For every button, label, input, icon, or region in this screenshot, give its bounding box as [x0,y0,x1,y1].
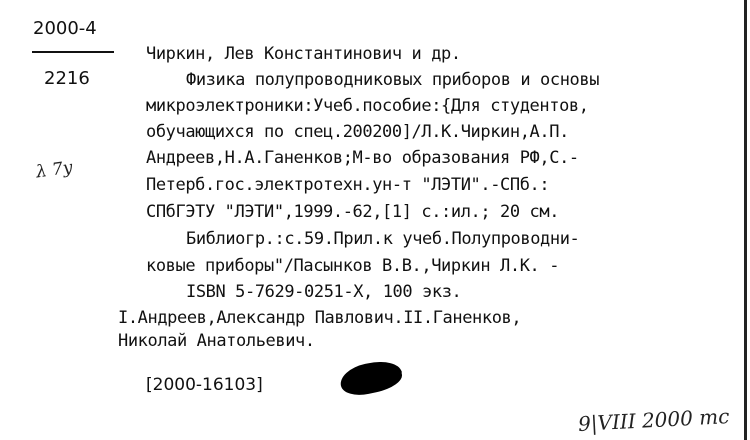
card-edge [744,0,747,440]
card-line: СПбГЭТУ "ЛЭТИ",1999.-62,[1] с.:ил.; 20 см. [146,202,560,222]
call-number-divider [32,51,114,53]
card-line: Петерб.гос.электротехн.ун-т "ЛЭТИ".-СПб.: [146,175,550,195]
card-line-isbn: ISBN 5-7629-0251-X, 100 экз. [186,282,462,302]
card-line-tracings: Николай Анатольевич. [118,331,315,351]
call-number-top: 2000-4 [33,18,97,39]
card-line: Андреев,Н.А.Ганенков;М-во образования РФ,С.- [146,148,579,168]
card-line-note: Библиогр.:с.59.Прил.к учеб.Полупроводни- [186,229,580,249]
card-line-tracings: I.Андреев,Александр Павлович.II.Ганенков, [118,308,522,328]
call-number-bottom: 2216 [44,68,90,89]
stamp-number: [2000-16103] [146,375,263,395]
ink-blot [338,357,405,399]
margin-handwritten-note: λ 7y [34,157,74,183]
card-line: микроэлектроники:Учеб.пособие:{Для студентов, [146,96,589,116]
card-line-author: Чиркин, Лев Константинович и др. [146,44,461,64]
card-line-title: Физика полупроводниковых приборов и основы [186,70,600,90]
handwritten-date: 9|VIII 2000 тс [577,404,730,436]
card-line: обучающихся по спец.200200]/Л.К.Чиркин,А.П. [146,122,569,142]
card-line: ковые приборы"/Пасынков В.В.,Чиркин Л.К. - [146,256,560,276]
